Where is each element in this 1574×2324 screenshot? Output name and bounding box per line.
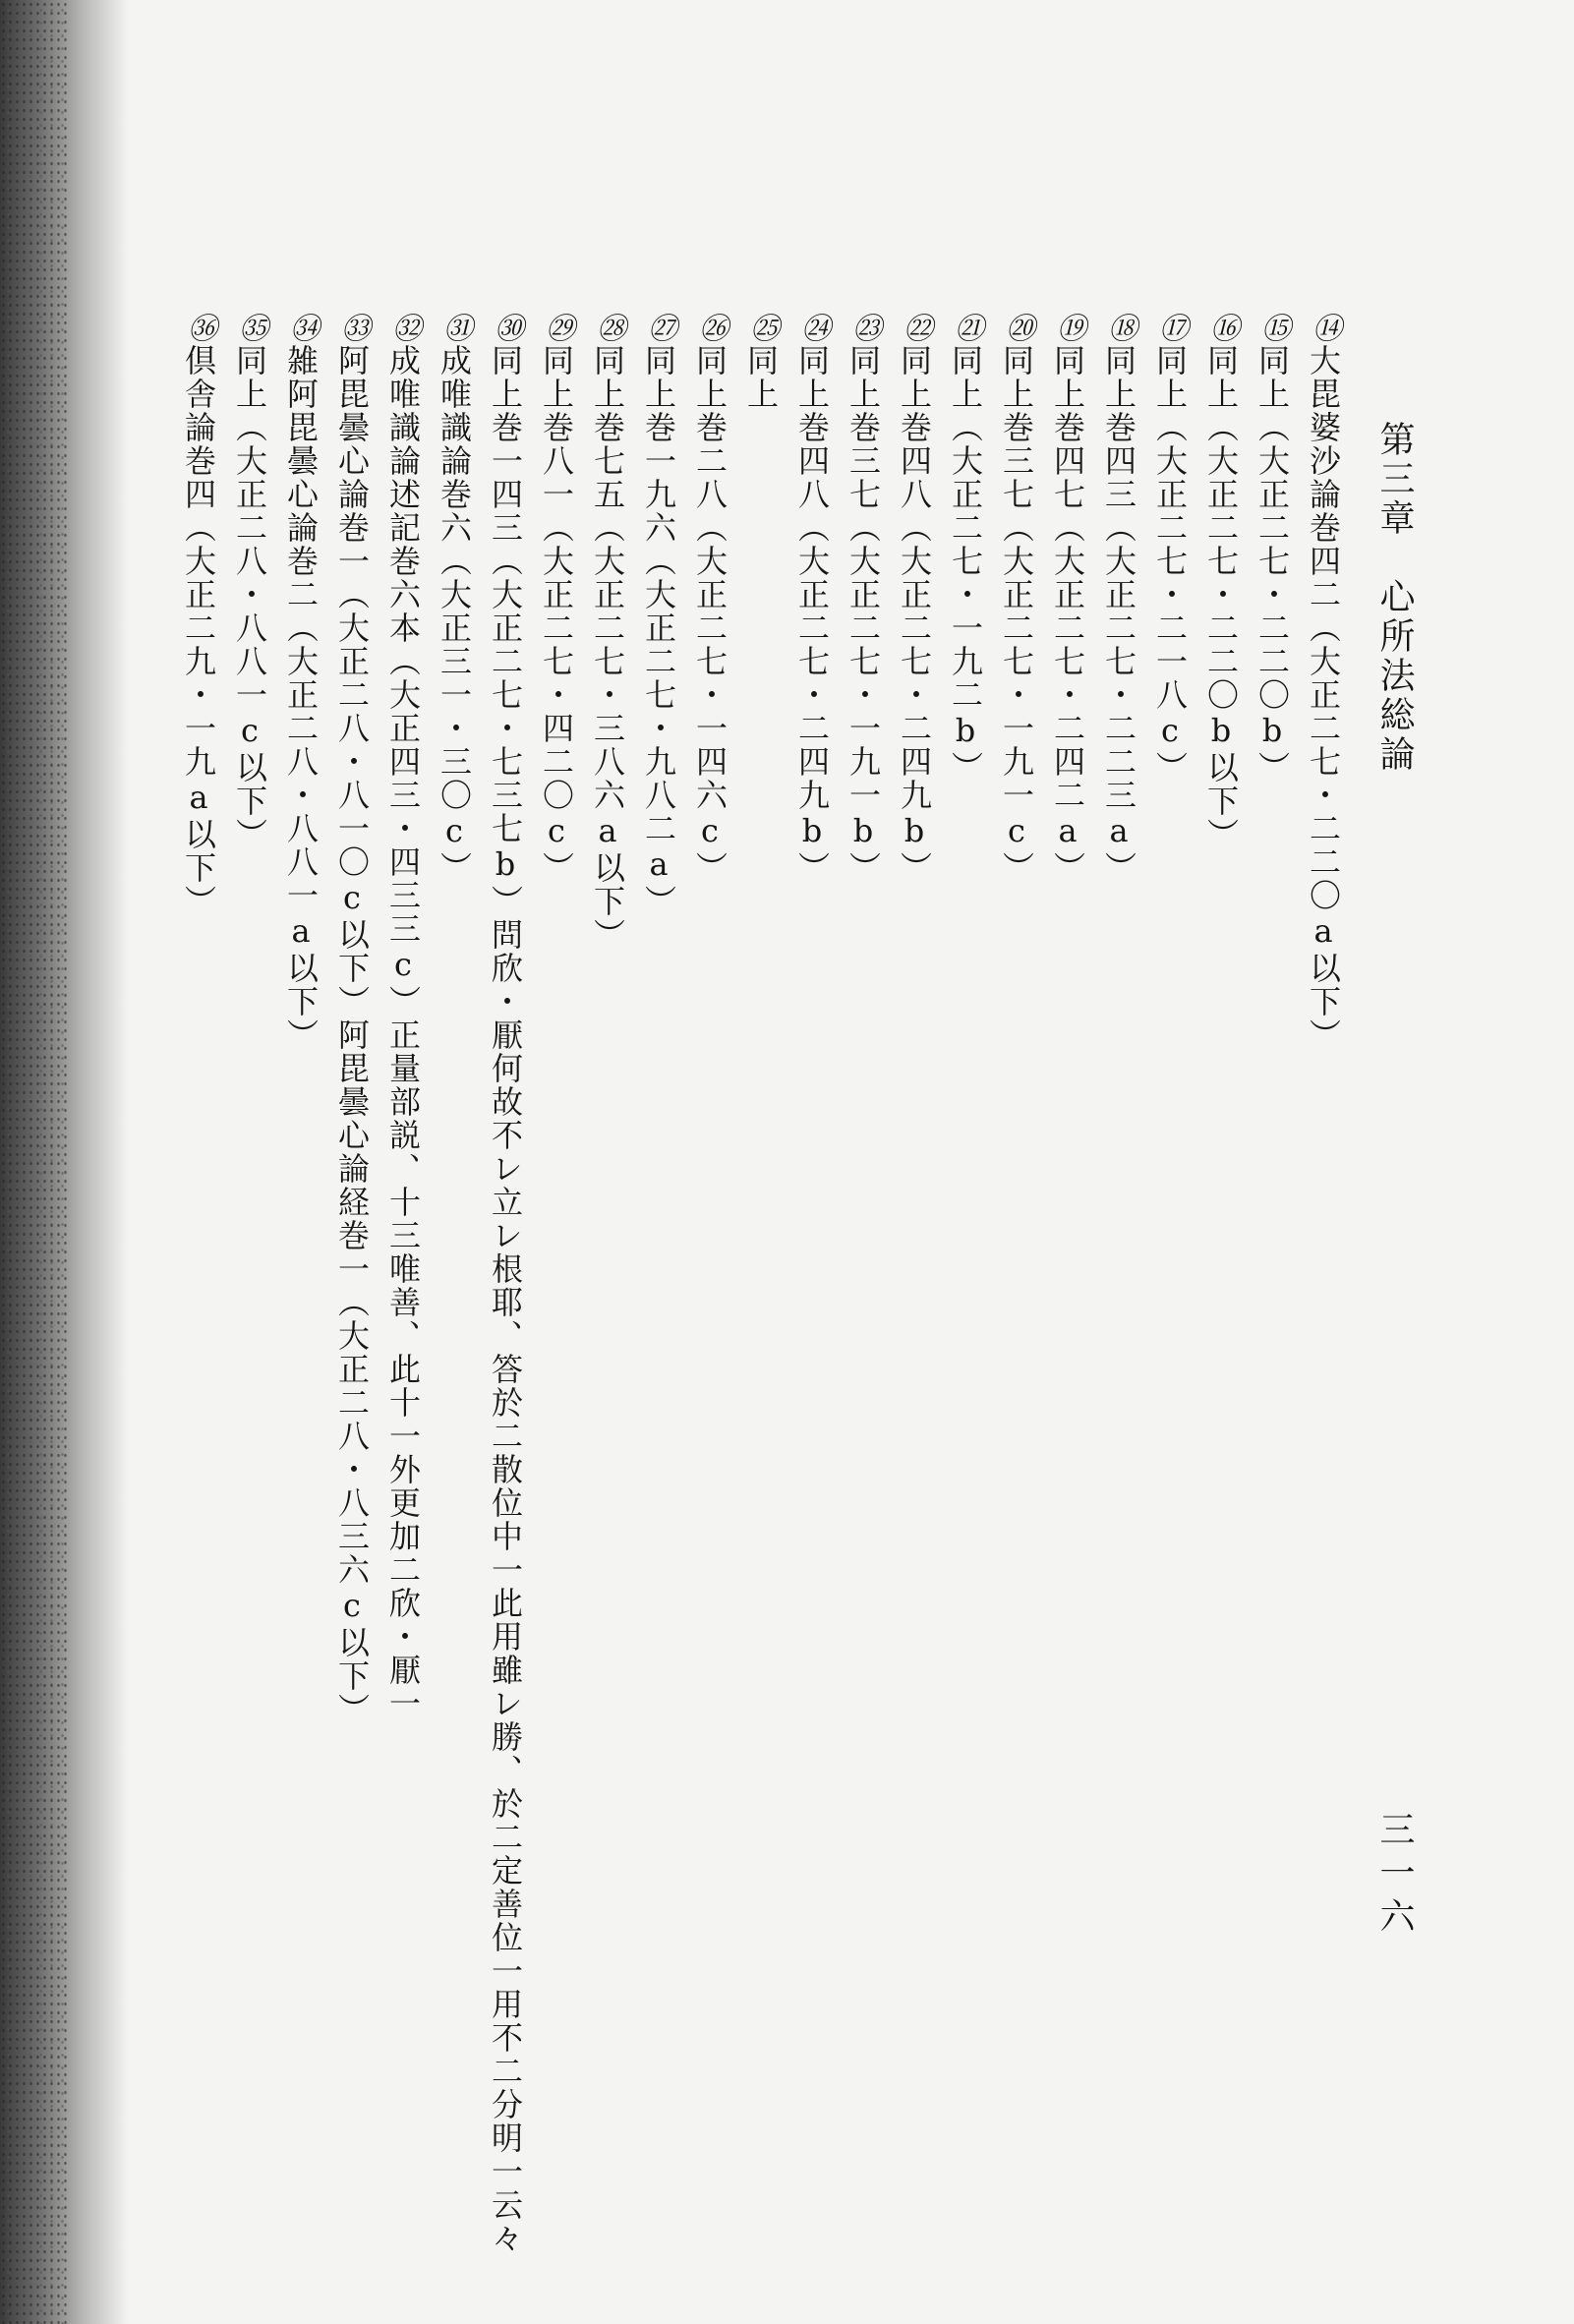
note-number: ㉘ [591,313,625,344]
note-number: ⑰ [1153,313,1188,344]
note-18 [1100,313,1137,885]
note-text: 同上巻四七（大正二七・二四二a） [1049,344,1086,885]
note-number: ㉔ [795,313,830,344]
note-30 [487,313,524,2255]
note-text: 同上巻三七（大正二七・一九一b） [845,344,882,885]
note-number: ㉞ [284,313,319,344]
note-25 [742,313,780,411]
note-number: ㉛ [437,313,472,344]
note-36 [180,313,217,918]
note-23 [845,313,882,885]
note-15 [1253,313,1291,784]
note-21 [947,313,984,784]
note-text: 同上巻八一（大正二七・四二〇c） [538,344,575,885]
note-text: 倶舎論巻四（大正二九・一九a以下） [180,344,217,918]
note-number: ㉚ [489,313,523,344]
note-text: 雑阿毘曇心論巻二（大正二八・八八一a以下） [282,344,320,1052]
note-number: ㉕ [744,313,779,344]
note-19 [1049,313,1086,885]
note-26 [691,313,729,885]
note-number: ㉟ [233,313,267,344]
note-number: ㉒ [898,313,932,344]
note-16 [1202,313,1240,851]
note-text: 同上 [742,344,780,411]
note-number: ㉖ [693,313,728,344]
note-text: 同上巻一四三（大正二七・七三七b）問欣・厭何故不レ立レ根耶、答於二散位中一此用雖レ勝、於二定善位一用不二分明一云々 [487,344,524,2255]
note-text: 大毘婆沙論巻四二（大正二七・二二〇a以下） [1305,344,1342,1052]
note-text: 同上（大正二七・二一八c） [1151,344,1189,784]
note-text: 同上巻四八（大正二七・二四九b） [793,344,831,885]
note-number: ⑯ [1204,313,1239,344]
note-29 [538,313,575,885]
note-text: 成唯識論述記巻六本（大正四三・四三三c）正量部説、十三唯善、此十一外更加二欣・厭一 [384,344,422,1720]
note-number: ㉗ [642,313,676,344]
note-number: ㉓ [846,313,881,344]
note-number: ㉙ [540,313,574,344]
note-number: ㉝ [335,313,370,344]
note-text: 同上（大正二八・八八一c以下） [231,344,268,851]
chapter-title: 第三章 心所法総論 [1374,421,1415,775]
note-number: ㉑ [949,313,983,344]
note-text: 同上巻四八（大正二七・二四九b） [896,344,933,885]
note-number: ㊱ [182,313,216,344]
note-text: 同上巻一九六（大正二七・九八二a） [640,344,677,918]
note-22 [896,313,933,885]
note-text: 阿毘曇心論巻一（大正二八・八一〇c以下）阿毘曇心論経巻一（大正二八・八三六c以下） [333,344,371,1726]
note-text: 成唯識論巻六（大正三一・三〇c） [436,344,473,885]
note-34 [282,313,320,1052]
note-text: 同上（大正二七・二二〇b） [1253,344,1291,784]
note-20 [998,313,1035,885]
note-number: ⑮ [1255,313,1290,344]
note-text: 同上巻四三（大正二七・二二三a） [1100,344,1137,885]
note-28 [589,313,626,952]
note-text: 同上（大正二七・二二〇b以下） [1202,344,1240,851]
note-32 [384,313,422,1720]
note-text: 同上巻二八（大正二七・一四六c） [691,344,729,885]
note-number: ⑲ [1051,313,1085,344]
note-33 [333,313,371,1726]
note-17 [1151,313,1189,784]
note-24 [793,313,831,885]
note-text: 同上（大正二七・一九二b） [947,344,984,784]
note-number: ⑳ [1000,313,1034,344]
page-number: 三一六 [1374,1811,1415,1941]
note-number: ⑱ [1102,313,1137,344]
note-27 [640,313,677,918]
note-number: ㉜ [386,313,421,344]
note-number: ⑭ [1307,313,1341,344]
note-text: 同上巻三七（大正二七・一九一c） [998,344,1035,885]
note-31 [436,313,473,885]
note-35 [231,313,268,851]
note-text: 同上巻七五（大正二七・三八六a以下） [589,344,626,952]
note-14 [1305,313,1342,1052]
